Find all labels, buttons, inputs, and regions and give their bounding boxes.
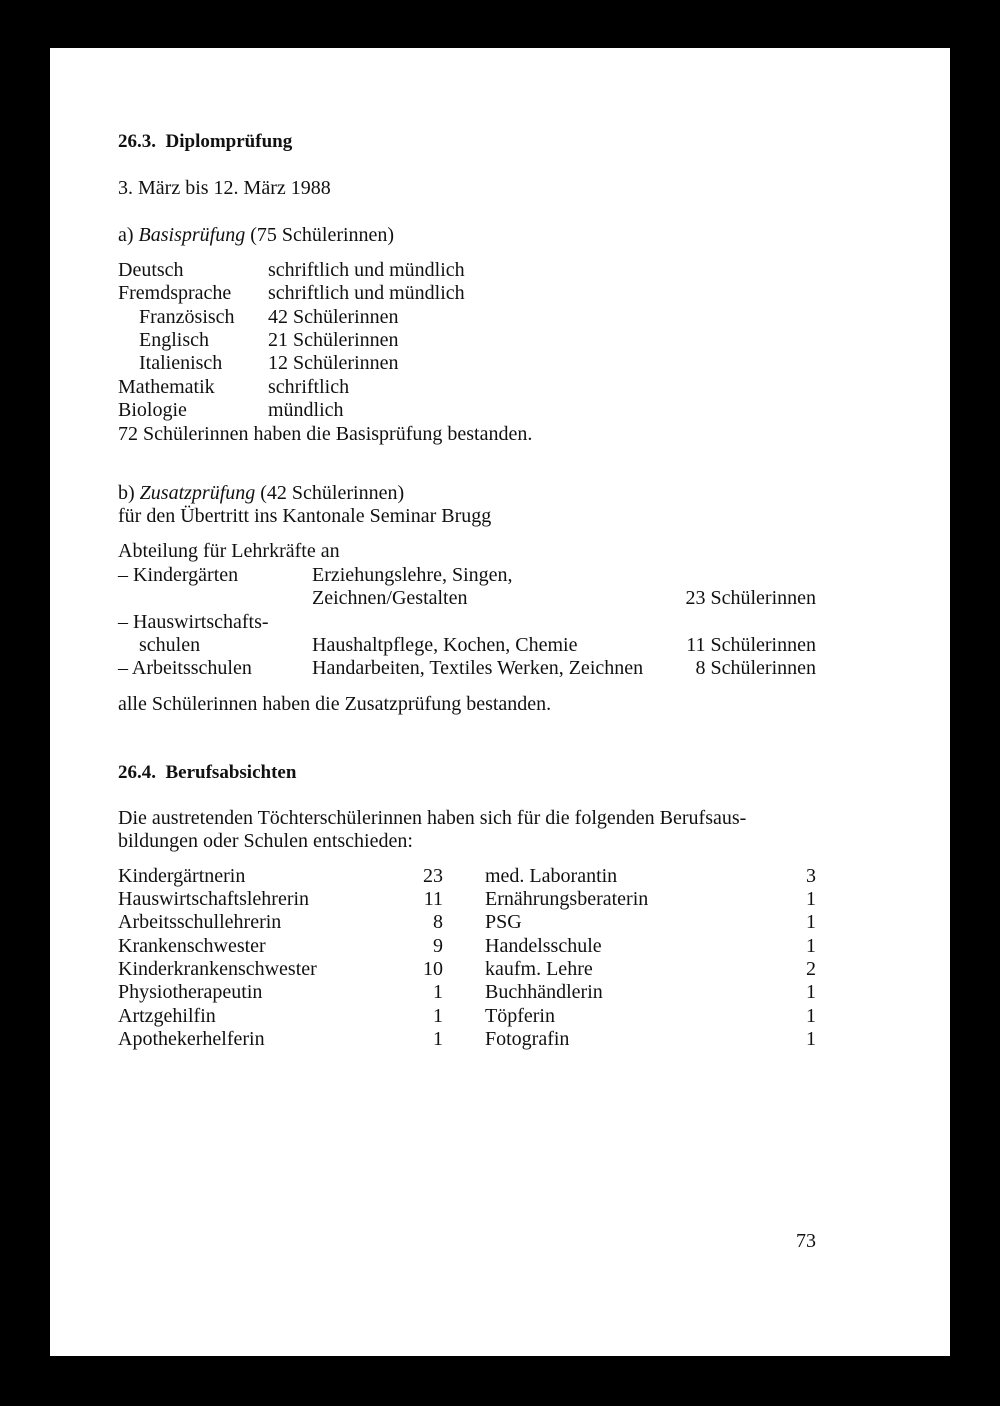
career-count: 1 <box>806 888 816 910</box>
school-subjects: Zeichnen/Gestalten <box>312 587 468 609</box>
part-b-title: Zusatzprüfung <box>139 482 256 504</box>
career-name: Apothekerhelferin <box>118 1028 265 1050</box>
career-count: 2 <box>806 958 816 980</box>
subject-name: Biologie <box>118 399 187 421</box>
career-name: Töpferin <box>485 1005 555 1027</box>
career-count: 1 <box>806 1005 816 1027</box>
career-count: 23 <box>423 865 443 887</box>
school-name: schulen <box>139 634 201 656</box>
career-name: med. Laborantin <box>485 865 618 887</box>
career-name: Artzgehilfin <box>118 1005 216 1027</box>
career-count: 1 <box>433 981 443 1003</box>
career-name: Handelsschule <box>485 935 602 957</box>
subject-detail: mündlich <box>268 399 344 421</box>
section-title: Berufsabsichten <box>165 762 297 783</box>
page-number: 73 <box>796 1230 816 1252</box>
school-subjects: Erziehungslehre, Singen, <box>312 564 513 586</box>
subject-name: Italienisch <box>139 352 223 374</box>
career-name: Buchhändlerin <box>485 981 603 1003</box>
part-b-count: (42 Schülerinnen) <box>260 482 405 504</box>
school-count: 8 Schülerinnen <box>695 657 816 679</box>
career-count: 1 <box>433 1005 443 1027</box>
career-name: kaufm. Lehre <box>485 958 593 980</box>
document-page <box>50 48 950 1356</box>
career-name: Physiotherapeutin <box>118 981 263 1003</box>
school-name: – Kindergärten <box>118 564 239 586</box>
section-title: Diplomprüfung <box>165 131 293 152</box>
school-name: – Hauswirtschafts- <box>118 611 269 633</box>
career-name: Hauswirtschaftslehrerin <box>118 888 310 910</box>
intro-text: Die austretenden Töchterschülerinnen haben sich für die folgenden Berufsaus- <box>118 807 747 829</box>
career-count: 1 <box>806 981 816 1003</box>
subject-name: Deutsch <box>118 259 184 281</box>
subject-detail: 21 Schülerinnen <box>268 329 399 351</box>
career-name: Fotografin <box>485 1028 570 1050</box>
career-count: 1 <box>806 935 816 957</box>
career-name: PSG <box>485 911 522 933</box>
career-count: 3 <box>806 865 816 887</box>
career-count: 8 <box>433 911 443 933</box>
part-b-result: alle Schülerinnen haben die Zusatzprüfung bestanden. <box>118 693 552 715</box>
school-count: 11 Schülerinnen <box>686 634 816 656</box>
subject-name: Französisch <box>139 306 235 328</box>
subject-name: Fremdsprache <box>118 282 232 304</box>
subject-detail: 12 Schülerinnen <box>268 352 399 374</box>
career-count: 9 <box>433 935 443 957</box>
section-heading-26-3 <box>118 130 292 153</box>
part-a-heading <box>118 224 394 247</box>
school-subjects: Haushaltpflege, Kochen, Chemie <box>312 634 578 656</box>
career-name: Kinderkrankenschwester <box>118 958 317 980</box>
part-b-label: b) <box>118 482 135 504</box>
career-count: 10 <box>423 958 443 980</box>
subject-name: Englisch <box>139 329 209 351</box>
school-name: – Arbeitsschulen <box>118 657 252 679</box>
part-b-heading <box>118 482 404 505</box>
career-name: Ernährungsberaterin <box>485 888 649 910</box>
career-count: 1 <box>806 1028 816 1050</box>
subject-detail: schriftlich und mündlich <box>268 282 465 304</box>
section-number: 26.3. <box>118 131 156 152</box>
school-subjects: Handarbeiten, Textiles Werken, Zeichnen <box>312 657 644 679</box>
part-b-subtitle: für den Übertritt ins Kantonale Seminar Brugg <box>118 505 492 527</box>
department-line: Abteilung für Lehrkräfte an <box>118 540 340 562</box>
section-number: 26.4. <box>118 762 156 783</box>
part-a-title: Basisprüfung <box>138 224 246 246</box>
subject-name: Mathematik <box>118 376 215 398</box>
career-count: 1 <box>433 1028 443 1050</box>
career-name: Krankenschwester <box>118 935 266 957</box>
school-count: 23 Schülerinnen <box>685 587 816 609</box>
subject-detail: schriftlich <box>268 376 350 398</box>
intro-text: bildungen oder Schulen entschieden: <box>118 830 413 852</box>
career-count: 11 <box>423 888 443 910</box>
career-count: 1 <box>806 911 816 933</box>
exam-date: 3. März bis 12. März 1988 <box>118 177 331 199</box>
section-heading-26-4 <box>118 761 296 784</box>
subject-detail: schriftlich und mündlich <box>268 259 465 281</box>
part-a-count: (75 Schülerinnen) <box>250 224 395 246</box>
part-a-label: a) <box>118 224 134 246</box>
career-name: Arbeitsschullehrerin <box>118 911 282 933</box>
part-a-result: 72 Schülerinnen haben die Basisprüfung bestanden. <box>118 423 533 445</box>
subject-detail: 42 Schülerinnen <box>268 306 399 328</box>
career-name: Kindergärtnerin <box>118 865 246 887</box>
